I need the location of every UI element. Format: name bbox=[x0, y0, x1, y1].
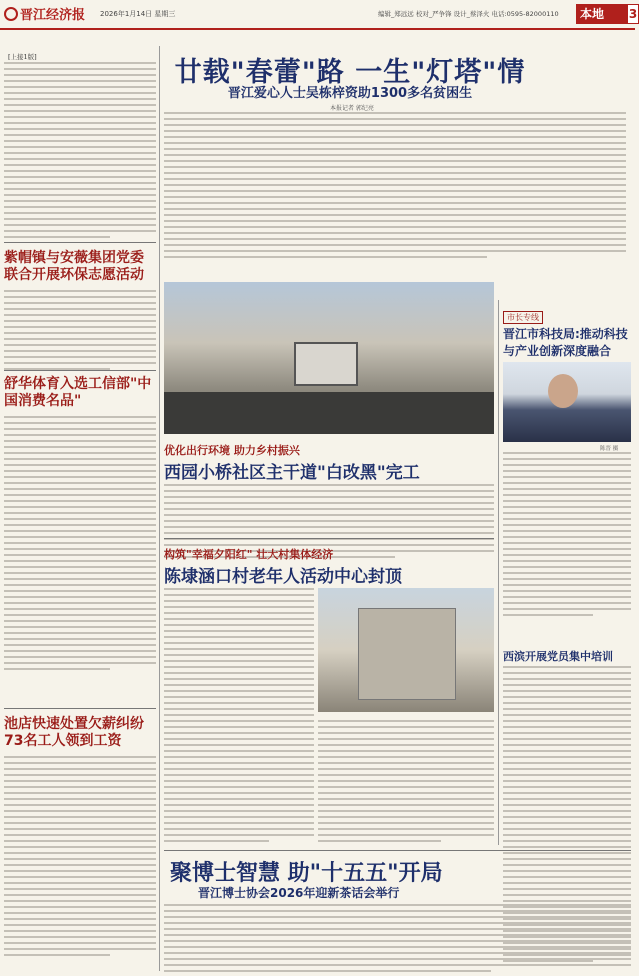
mayor-hotline-tag: 市长专线 bbox=[503, 311, 543, 324]
section-badge bbox=[576, 4, 638, 24]
page-number: 3 bbox=[627, 4, 639, 24]
doctors-association-body bbox=[164, 904, 631, 976]
issue-date: 2026年1月14日 星期三 bbox=[100, 10, 176, 18]
left-story-body-3 bbox=[4, 416, 156, 674]
lead-story-body bbox=[164, 112, 626, 262]
divider bbox=[4, 242, 156, 243]
left-headline-2: 舒华体育入选工信部"中国消费名品" bbox=[4, 376, 152, 409]
divider bbox=[164, 538, 494, 539]
left-headline-3: 池店快速处置欠薪纠纷73名工人领到工资 bbox=[4, 716, 144, 749]
elderly-center-body-2 bbox=[318, 720, 494, 846]
newspaper-logo bbox=[4, 4, 85, 23]
logo-icon bbox=[4, 7, 18, 21]
elderly-center-body bbox=[164, 588, 314, 846]
lead-headline: 廿载"春蕾"路 一生"灯塔"情 bbox=[174, 57, 526, 88]
building-shape bbox=[358, 608, 456, 700]
divider bbox=[4, 370, 156, 371]
doctors-association-subheadline: 晋江博士协会2026年迎新茶话会举行 bbox=[198, 886, 400, 900]
divider bbox=[4, 708, 156, 709]
photo-credit: 陈晋 摄 bbox=[600, 446, 619, 452]
left-headline-1: 紫帽镇与安薇集团党委联合开展环保志愿活动 bbox=[4, 250, 144, 283]
face-shape bbox=[548, 374, 578, 408]
left-story-body-1 bbox=[4, 62, 156, 242]
science-bureau-body bbox=[503, 452, 631, 620]
editor-credits: 编辑_郑远远 校对_严争锋 设计_蔡泽火 电话:0595-82000110 bbox=[378, 10, 559, 18]
training-headline: 西滨开展党员集中培训 bbox=[503, 650, 613, 663]
continued-note: [上接1版] bbox=[8, 53, 37, 61]
logo-text: 晋江经济报 bbox=[20, 8, 86, 23]
left-story-body-2 bbox=[4, 290, 156, 374]
left-story-body-4 bbox=[4, 756, 156, 960]
doctors-association-headline: 聚博士智慧 助"十五五"开局 bbox=[170, 861, 443, 886]
science-bureau-headline: 晋江市科技局:推动科技与产业创新深度融合 bbox=[503, 327, 628, 358]
road-kicker: 优化出行环境 助力乡村振兴 bbox=[164, 444, 300, 457]
road-roller-shape bbox=[294, 342, 358, 386]
elderly-center-headline: 陈埭涵口村老年人活动中心封顶 bbox=[164, 567, 402, 587]
column-divider bbox=[498, 300, 499, 845]
lead-subheadline: 晋江爱心人士吴栋梓资助1300多名贫困生 bbox=[227, 86, 473, 101]
divider bbox=[164, 850, 631, 851]
official-portrait-photo bbox=[503, 362, 631, 442]
lead-byline: 本报记者 郭纪亮 bbox=[330, 105, 374, 112]
road-paving-photo bbox=[164, 282, 494, 434]
elderly-center-kicker: 构筑"幸福夕阳红" 壮大村集体经济 bbox=[164, 548, 334, 561]
column-divider bbox=[159, 46, 160, 971]
activity-center-building-photo bbox=[318, 588, 494, 712]
section-label: 本地 bbox=[580, 7, 605, 21]
asphalt-road bbox=[164, 392, 494, 434]
road-headline: 西园小桥社区主干道"白改黑"完工 bbox=[164, 463, 420, 483]
